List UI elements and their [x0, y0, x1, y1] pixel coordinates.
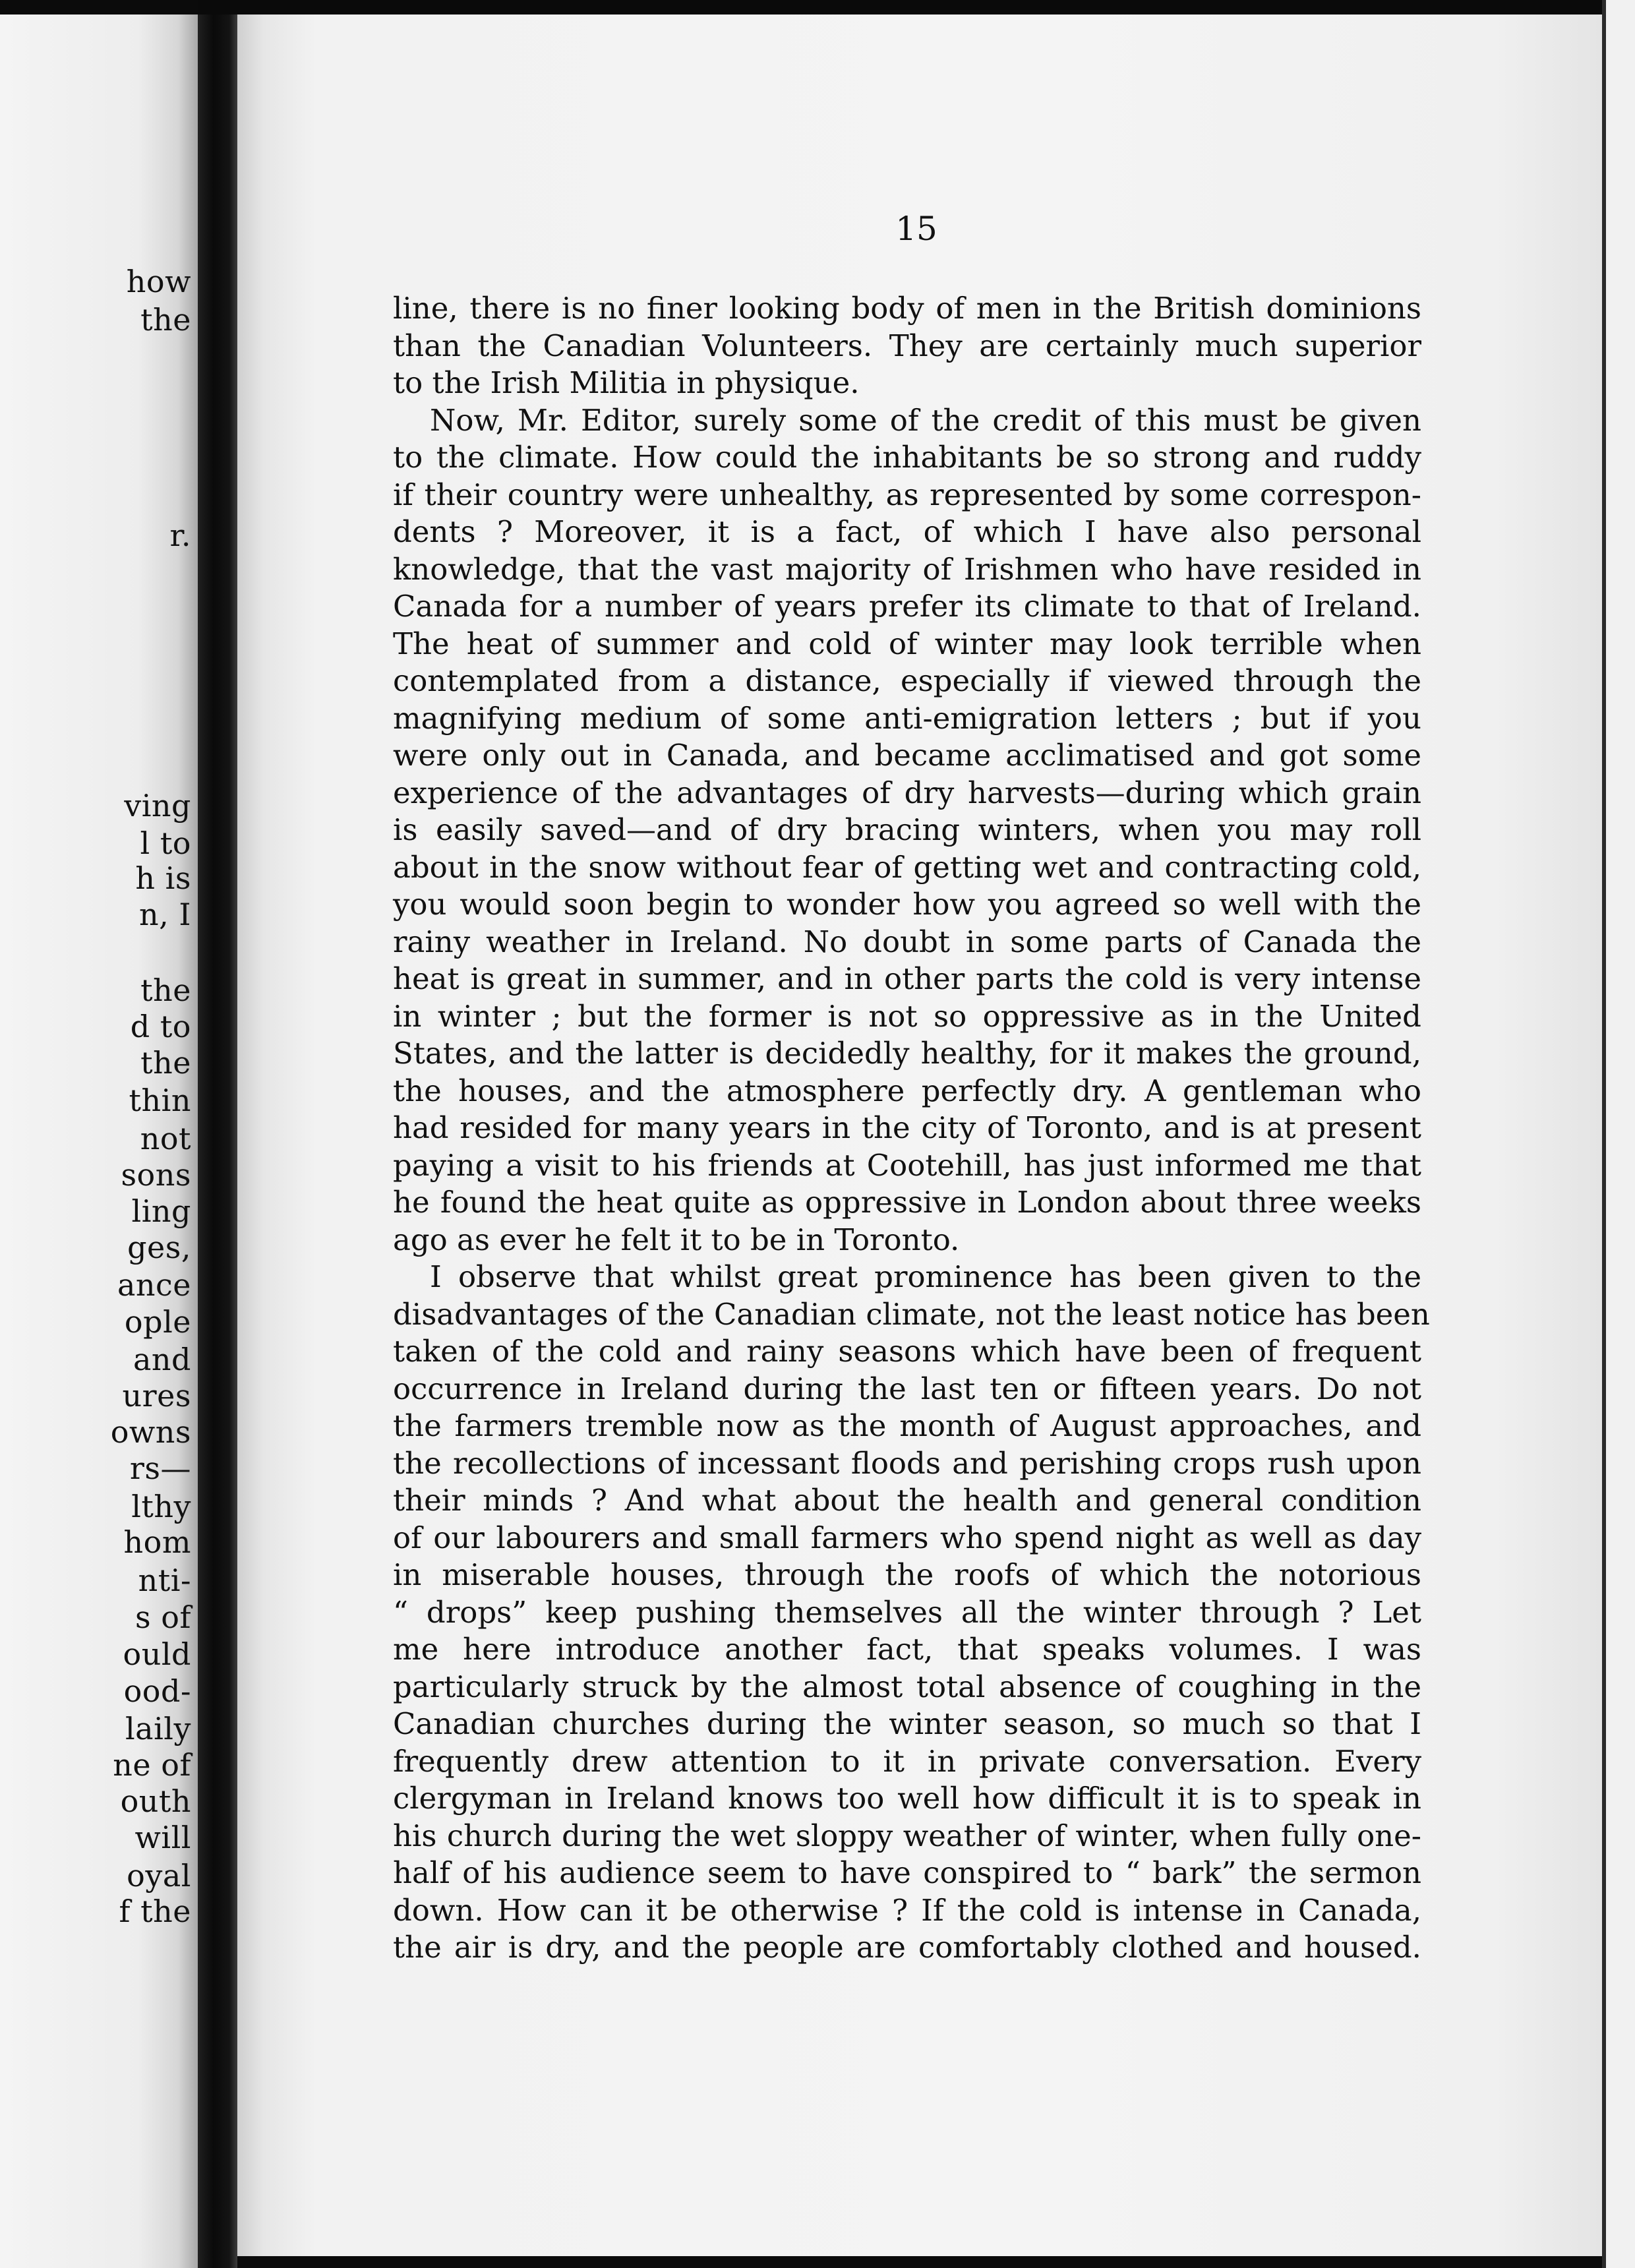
facing-page-fragment: d to [130, 1009, 191, 1044]
text-line: dents ? Moreover, it is a fact, of which I have also personal [393, 514, 1421, 549]
facing-page-fragment: n, I [138, 897, 191, 932]
facing-page-fragment: owns [110, 1414, 191, 1450]
facing-page-fragment: lthy [131, 1489, 191, 1524]
facing-page-fragment: outh [120, 1783, 191, 1819]
text-line: to the Irish Militia in physique. [393, 365, 860, 400]
text-line: disadvantages of the Canadian climate, not the least notice has been [393, 1296, 1430, 1332]
facing-page-fragment: and [133, 1342, 191, 1377]
text-line: had resided for many years in the city of Toronto, and is at present [393, 1110, 1421, 1145]
text-line: were only out in Canada, and became acclimatised and got some [393, 738, 1421, 773]
facing-page-fragment: s of [135, 1599, 191, 1635]
facing-page-fragment: will [134, 1820, 191, 1855]
text-line: States, and the latter is decidedly healthy, for it makes the ground, [393, 1036, 1421, 1071]
text-line: taken of the cold and rainy seasons which have been of frequent [393, 1334, 1421, 1369]
text-line: ago as ever he felt it to be in Toronto. [393, 1222, 960, 1257]
text-line: you would soon begin to wonder how you agreed so well with the [393, 887, 1421, 922]
facing-page-fragment: rs— [129, 1450, 191, 1486]
text-line: contemplated from a distance, especially if viewed through the [393, 663, 1421, 698]
text-line: in winter ; but the former is not so oppressive as in the United [393, 998, 1421, 1034]
facing-page-fragment: ving [124, 788, 191, 823]
text-line: in miserable houses, through the roofs of which the notorious [393, 1557, 1421, 1592]
text-line: to the climate. How could the inhabitants be so strong and ruddy [393, 440, 1421, 475]
text-line: of our labourers and small farmers who spend night as well as day [393, 1520, 1421, 1555]
text-line: if their country were unhealthy, as represented by some correspon- [393, 477, 1421, 512]
facing-page-fragment: ance [117, 1267, 191, 1303]
text-line: particularly struck by the almost total absence of coughing in the [393, 1669, 1421, 1704]
text-line: paying a visit to his friends at Cootehill, has just informed me that [393, 1147, 1421, 1183]
text-line: their minds ? And what about the health and general condition [393, 1483, 1421, 1518]
text-line: knowledge, that the vast majority of Irishmen who have resided in [393, 551, 1421, 587]
facing-page-fragment: r. [169, 518, 191, 553]
text-line: than the Canadian Volunteers. They are certainly much superior [393, 328, 1421, 363]
facing-page-fragment: thin [129, 1083, 191, 1118]
facing-page-fragment: sons [121, 1157, 191, 1193]
text-line: experience of the advantages of dry harvests—during which grain [393, 775, 1421, 810]
facing-page-fragment: how [126, 264, 191, 299]
facing-page-fragment: the [140, 302, 191, 338]
facing-page-fragment: f the [119, 1894, 191, 1929]
text-line: down. How can it be otherwise ? If the cold is intense in Canada, [393, 1892, 1421, 1928]
text-line: “ drops” keep pushing themselves all the winter through ? Let [393, 1594, 1421, 1630]
text-line: he found the heat quite as oppressive in London about three weeks [393, 1185, 1421, 1220]
text-line: the air is dry, and the people are comfortably clothed and housed. [393, 1930, 1421, 1965]
scan-right-border [1602, 0, 1635, 2268]
text-line: Now, Mr. Editor, surely some of the credit of this must be given [430, 402, 1421, 438]
facing-page-fragment: ling [131, 1193, 191, 1229]
scan-top-border [198, 0, 1635, 15]
text-line: occurrence in Ireland during the last ten or fifteen years. Do not [393, 1371, 1421, 1406]
facing-page-fragment: ges, [127, 1230, 191, 1265]
facing-page-fragment: hom [123, 1524, 191, 1560]
text-line: line, there is no finer looking body of men in the British dominions [393, 291, 1421, 326]
body-text [393, 290, 1430, 1967]
facing-page-fragment: l to [140, 825, 191, 861]
facing-page-fragment: the [140, 972, 191, 1008]
facing-page-fragment: ood- [123, 1673, 191, 1709]
text-line: his church during the wet sloppy weather of winter, when fully one- [393, 1818, 1421, 1853]
text-line: heat is great in summer, and in other parts the cold is very intense [393, 961, 1421, 996]
text-line: Canadian churches during the winter season, so much so that I [393, 1706, 1421, 1741]
facing-page-fragment: not [140, 1121, 191, 1156]
text-line: clergyman in Ireland knows too well how difficult it is to speak in [393, 1781, 1421, 1816]
page-number: 15 [895, 210, 937, 248]
text-line: I observe that whilst great prominence has been given to the [430, 1259, 1421, 1294]
text-line: the farmers tremble now as the month of August approaches, and [393, 1408, 1421, 1443]
text-line: Canada for a number of years prefer its climate to that of Ireland. [393, 589, 1421, 624]
text-line: me here introduce another fact, that speaks volumes. I was [393, 1632, 1421, 1667]
facing-page-fragment: the [140, 1045, 191, 1081]
text-line: magnifying medium of some anti-emigration letters ; but if you [393, 700, 1421, 736]
facing-page-fragment: ne of [113, 1747, 191, 1783]
book-gutter [198, 0, 237, 2268]
facing-page-fragment: h is [135, 860, 191, 896]
facing-page-fragment: oyal [127, 1858, 191, 1894]
text-line: is easily saved—and of dry bracing winters, when you may roll [393, 812, 1421, 847]
facing-page-edge [0, 15, 198, 2268]
text-line: about in the snow without fear of getting wet and contracting cold, [393, 849, 1421, 885]
facing-page-fragment: laily [125, 1711, 191, 1746]
facing-page-fragment: ould [123, 1636, 191, 1672]
text-line: rainy weather in Ireland. No doubt in some parts of Canada the [393, 924, 1421, 959]
facing-page-fragment: ople [124, 1304, 191, 1340]
text-line: the recollections of incessant floods and perishing crops rush upon [393, 1445, 1421, 1481]
facing-page-fragment: ures [122, 1378, 191, 1414]
text-line: The heat of summer and cold of winter may look terrible when [393, 626, 1421, 661]
text-line: the houses, and the atmosphere perfectly dry. A gentleman who [393, 1073, 1421, 1108]
text-line: half of his audience seem to have conspired to “ bark” the sermon [393, 1855, 1421, 1890]
text-line: frequently drew attention to it in private conversation. Every [393, 1743, 1421, 1779]
facing-page-fragment: nti- [138, 1563, 191, 1598]
